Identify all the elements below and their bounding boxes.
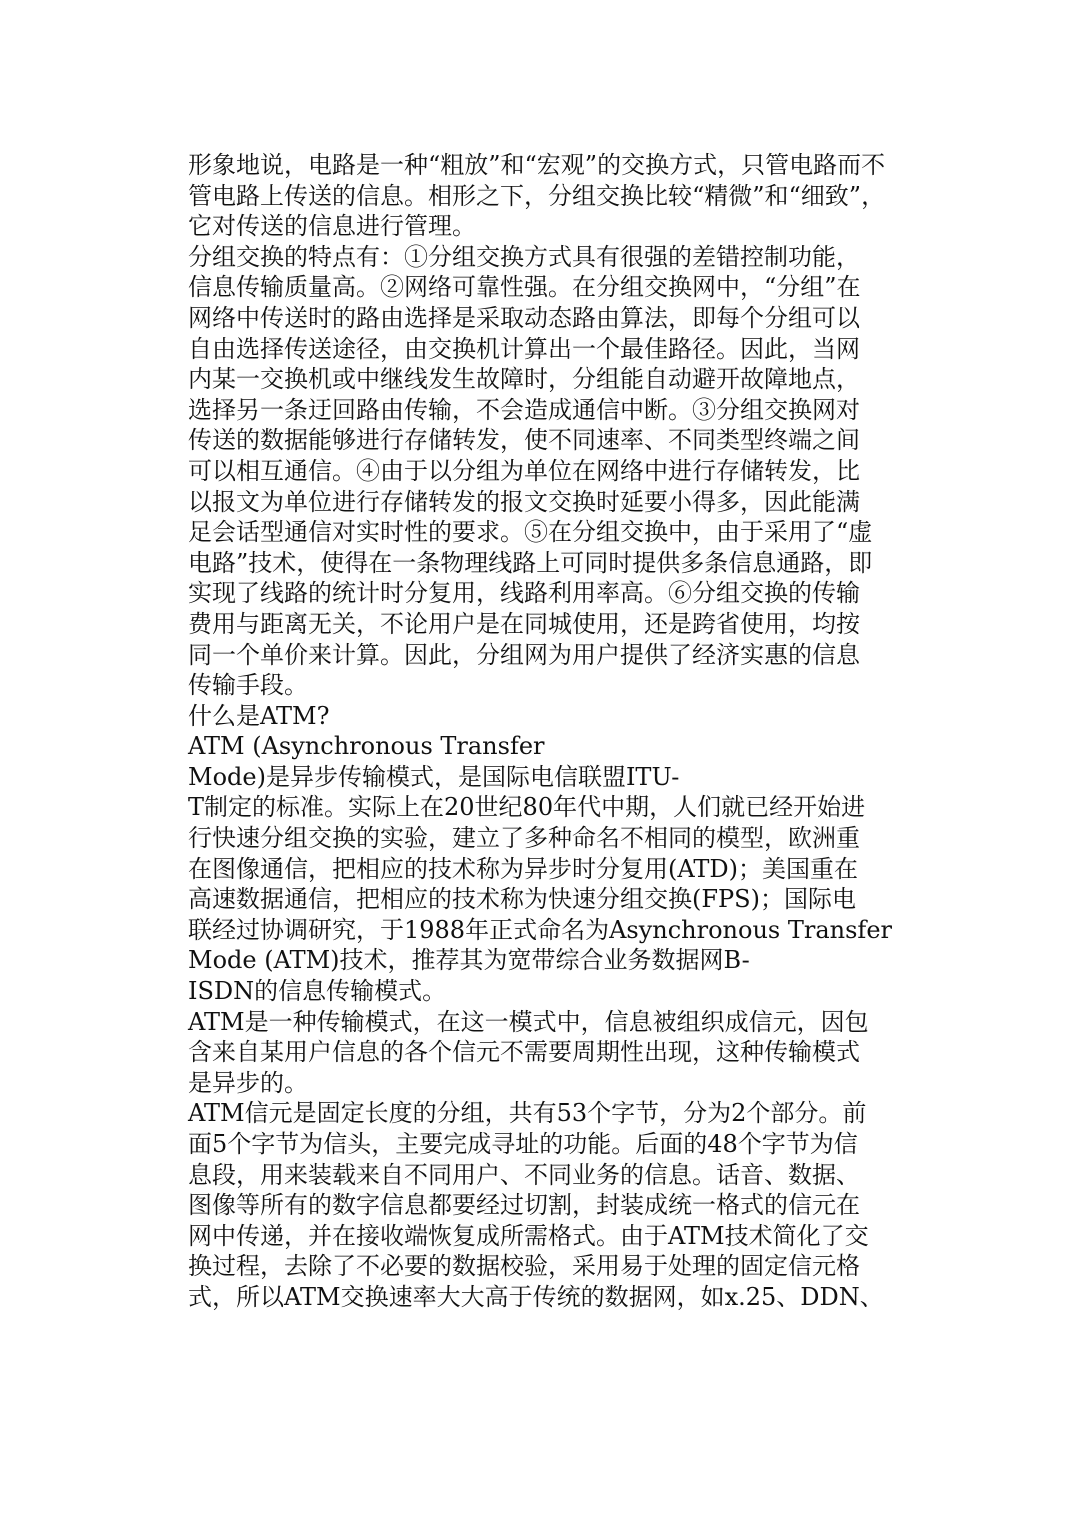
text-line: 图像等所有的数字信息都要经过切割，封装成统一格式的信元在 [188,1191,860,1220]
text-line: 式，所以ATM交换速率大大高于传统的数据网，如x.25、DDN、 [188,1282,884,1311]
text-line: Mode)是异步传输模式，是国际电信联盟ITU- [188,762,680,791]
text-line: 在图像通信，把相应的技术称为异步时分复用(ATD)；美国重在 [188,854,858,883]
text-line: 什么是ATM? [188,701,330,730]
text-line: 换过程，去除了不必要的数据校验，采用易于处理的固定信元格 [188,1252,860,1281]
text-line: 传送的数据能够进行存储转发，使不同速率、不同类型终端之间 [188,426,860,455]
text-line: 面5个字节为信头，主要完成寻址的功能。后面的48个字节为信 [188,1130,858,1158]
paragraph-what-is-atm-heading [188,701,908,732]
text-line: 传输手段。 [188,671,308,700]
text-line: ATM信元是固定长度的分组，共有53个字节，分为2个部分。前 [188,1099,867,1128]
text-line: 电路”技术，使得在一条物理线路上可同时提供多条信息通路，即 [188,548,873,577]
text-line: ATM是一种传输模式，在这一模式中，信息被组织成信元，因包 [188,1007,869,1036]
text-line: 内某一交换机或中继线发生故障时，分组能自动避开故障地点， [188,365,860,394]
text-line: T制定的标准。实际上在20世纪80年代中期，人们就已经开始进 [188,793,866,822]
text-line: 分组交换的特点有：①分组交换方式具有很强的差错控制功能， [188,242,860,271]
text-line: 可以相互通信。④由于以分组为单位在网络中进行存储转发，比 [188,456,860,485]
text-line: 行快速分组交换的实验，建立了多种命名不相同的模型，欧洲重 [188,824,860,853]
text-line: 高速数据通信，把相应的技术称为快速分组交换(FPS)；国际电 [188,885,856,914]
text-line: 信息传输质量高。②网络可靠性强。在分组交换网中，“分组”在 [188,273,861,302]
text-line: ISDN的信息传输模式。 [188,977,447,1006]
text-line: 联经过协调研究，于1988年正式命名为Asynchronous Transfer [188,915,892,944]
text-line: 费用与距离无关，不论用户是在同城使用，还是跨省使用，均按 [188,609,860,638]
text-line: 含来自某用户信息的各个信元不需要周期性出现，这种传输模式 [188,1038,860,1067]
text-line: 网络中传送时的路由选择是采取动态路由算法，即每个分组可以 [188,303,860,332]
document-body [188,150,908,1313]
text-line: 同一个单价来计算。因此，分组网为用户提供了经济实惠的信息 [188,640,860,669]
paragraph-atm-cell [188,1098,908,1312]
text-line: 以报文为单位进行存储转发的报文交换时延要小得多，因此能满 [188,487,860,516]
text-line: 足会话型通信对实时性的要求。⑤在分组交换中，由于采用了“虚 [188,518,873,547]
text-line: 网中传递，并在接收端恢复成所需格式。由于ATM技术简化了交 [188,1221,869,1250]
paragraph-circuit-vs-packet [188,150,908,242]
text-line: 选择另一条迂回路由传输，不会造成通信中断。③分组交换网对 [188,395,860,424]
text-line: Mode (ATM)技术，推荐其为宽带综合业务数据网B- [188,946,750,975]
paragraph-atm-definition [188,731,908,1006]
text-line: 自由选择传送途径，由交换机计算出一个最佳路径。因此，当网 [188,334,860,363]
text-line: ATM (Asynchronous Transfer [188,732,545,761]
paragraph-atm-async [188,1007,908,1099]
text-line: 形象地说，电路是一种“粗放”和“宏观”的交换方式，只管电路而不 [188,151,886,179]
text-line: 息段，用来装载来自不同用户、不同业务的信息。话音、数据、 [188,1160,860,1189]
text-line: 实现了线路的统计时分复用，线路利用率高。⑥分组交换的传输 [188,579,860,608]
text-line: 管电路上传送的信息。相形之下，分组交换比较“精微”和“细致”， [188,181,886,210]
text-line: 是异步的。 [188,1068,308,1097]
paragraph-packet-switching-features [188,242,908,701]
text-line: 它对传送的信息进行管理。 [188,212,476,241]
